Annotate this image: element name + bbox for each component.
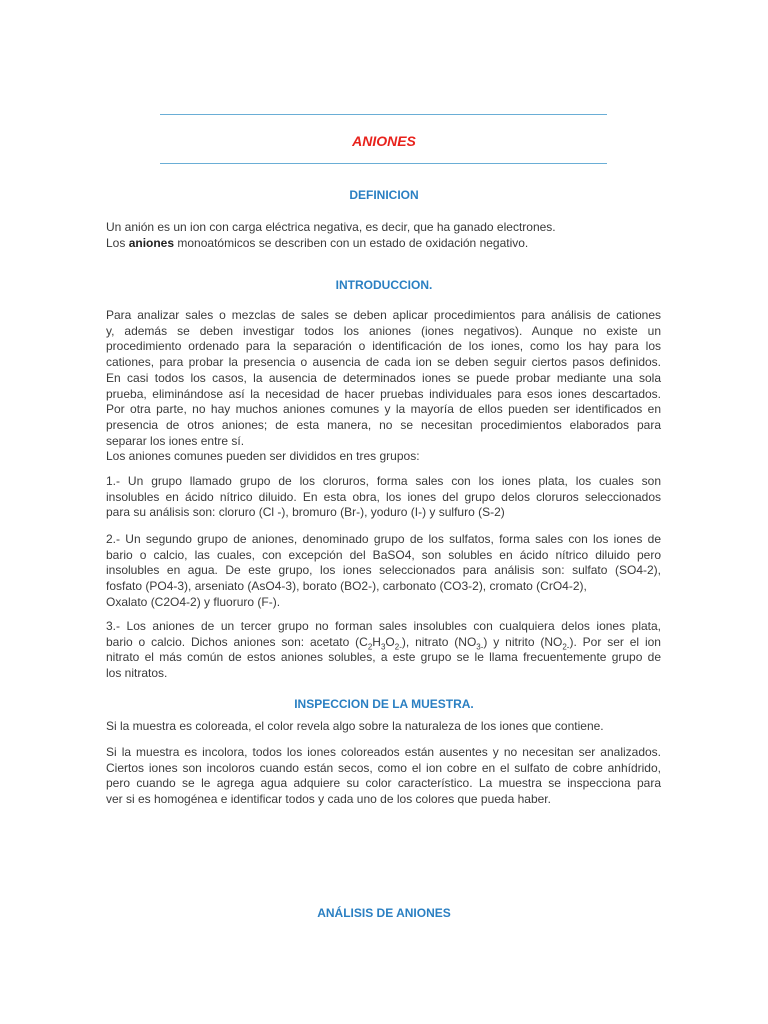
formula-subscript: 2- [394,642,402,652]
intro-line: Por otra parte, no hay muchos aniones comunes y la mayoría de ellos pueden ser identificados en [106,402,661,417]
document-title: ANIONES [352,133,416,149]
definicion-heading: DEFINICION [349,188,419,202]
grupo-3-paragraph [106,619,661,682]
definicion-line-2-post: monoatómicos se describen con un estado de oxidación negativo. [174,235,529,250]
inspeccion-line: pero cuando se le agrega agua adquiere su color característico. La muestra se inspecciona para [106,776,661,791]
grupo-3-line: nitrato el más común de estos aniones solubles, a este grupo se le llama frecuentemente grupo de [106,650,661,665]
formula-text: ). Por ser el ion [569,634,661,649]
formula-subscript: 2- [562,642,570,652]
grupo-3-line: 3.- Los aniones de un tercer grupo no forman sales insolubles con cualquiera delos iones plata, [106,619,661,633]
grupo-3-line: los nitratos. [106,666,168,681]
definicion-line-1: Un anión es un ion con carga eléctrica negativa, es decir, que ha ganado electrones. [106,220,556,234]
analisis-heading: ANÁLISIS DE ANIONES [317,906,451,920]
formula-text: bario o calcio. Dichos aniones son: acetato (C [106,634,368,649]
intro-line: y, además se deben investigar todos los aniones (iones negativos). Aunque no existe un [106,323,661,338]
intro-line: prueba, eliminándose así la necesidad de hacer pruebas individuales para esos iones descartados. [106,386,661,401]
formula-text: H [372,634,381,649]
grupo-1-line: para su análisis son: cloruro (Cl -), bromuro (Br-), yoduro (I-) y sulfuro (S-2) [106,505,505,520]
introduccion-heading: INTRODUCCION. [335,278,433,292]
formula-subscript: 2 [367,642,373,652]
formula-text: O [385,634,395,649]
intro-line: separar los iones entre sí. [106,433,245,448]
grupo-2-paragraph [106,532,661,611]
inspeccion-heading: INSPECCION DE LA MUESTRA. [294,697,474,711]
formula-text: ) y nitrito (NO [483,634,563,649]
grupo-2-line: 2.- Un segundo grupo de aniones, denominado grupo de los sulfatos, forma sales con los iones de [106,532,661,546]
grupo-2-line: fosfato (PO4-3), arseniato (AsO4-3), borato (BO2-), carbonato (CO3-2), cromato (CrO4-2), [106,579,587,594]
grupo-2-line: insolubles en agua. De este grupo, los iones seleccionados para análisis son: sulfato (SO4-2), [106,563,661,578]
intro-line: Los aniones comunes pueden ser divididos en tres grupos: [106,449,420,464]
definicion-line-2 [106,236,661,252]
intro-line: En casi todos los casos, la ausencia de determinados iones se puede probar mediante una sola [106,370,661,385]
formula-subscript: 3 [380,642,386,652]
grupo-2-line: bario o calcio, las cuales, con excepción del BaSO4, son solubles en ácido nítrico diluido pero [106,547,661,562]
grupo-1-line: 1.- Un grupo llamado grupo de los cloruros, forma sales con los iones plata, los cuales son [106,474,661,488]
grupo-1-paragraph [106,474,661,521]
inspeccion-paragraph-2 [106,745,661,808]
formula-text: ), nitrato (NO [401,634,477,649]
definicion-paragraph [106,220,661,251]
intro-line: Para analizar sales o mezclas de sales se deben aplicar procedimientos para análisis de cationes [106,308,661,322]
introduccion-paragraph [106,308,661,465]
top-rule [160,114,607,115]
intro-line: presencia de otros aniones; de esta manera, no se necesitan procedimientos elaborados para [106,417,661,432]
grupo-3-formula-line [106,635,661,651]
inspeccion-line: ver si es homogénea e identificar todos y cada uno de los colores que pueda haber. [106,792,551,807]
inspeccion-paragraph-1: Si la muestra es coloreada, el color revela algo sobre la naturaleza de los iones que contiene. [106,719,604,733]
definicion-line-2-pre: Los [106,235,129,250]
inspeccion-line: Si la muestra es incolora, todos los iones coloreados están ausentes y no necesitan ser analizados. [106,745,661,759]
definicion-bold-word: aniones [128,235,175,250]
grupo-1-line: insolubles en ácido nítrico diluido. En esta obra, los iones del grupo delos cloruros seleccionados [106,489,661,504]
bottom-rule [160,163,607,164]
intro-line: cationes, para probar la presencia o ausencia de cada ion se deben seguir ciertos pasos definidos. [106,355,661,370]
inspeccion-line: Ciertos iones son incoloros cuando están secos, como el ion cobre en el sulfato de cobre anhídrido, [106,760,661,775]
intro-line: procedimiento ordenado para la separación o identificación de los iones, como los hay para los [106,339,661,354]
formula-subscript: 3- [476,642,484,652]
grupo-2-line: Oxalato (C2O4-2) y fluoruro (F-). [106,594,281,609]
